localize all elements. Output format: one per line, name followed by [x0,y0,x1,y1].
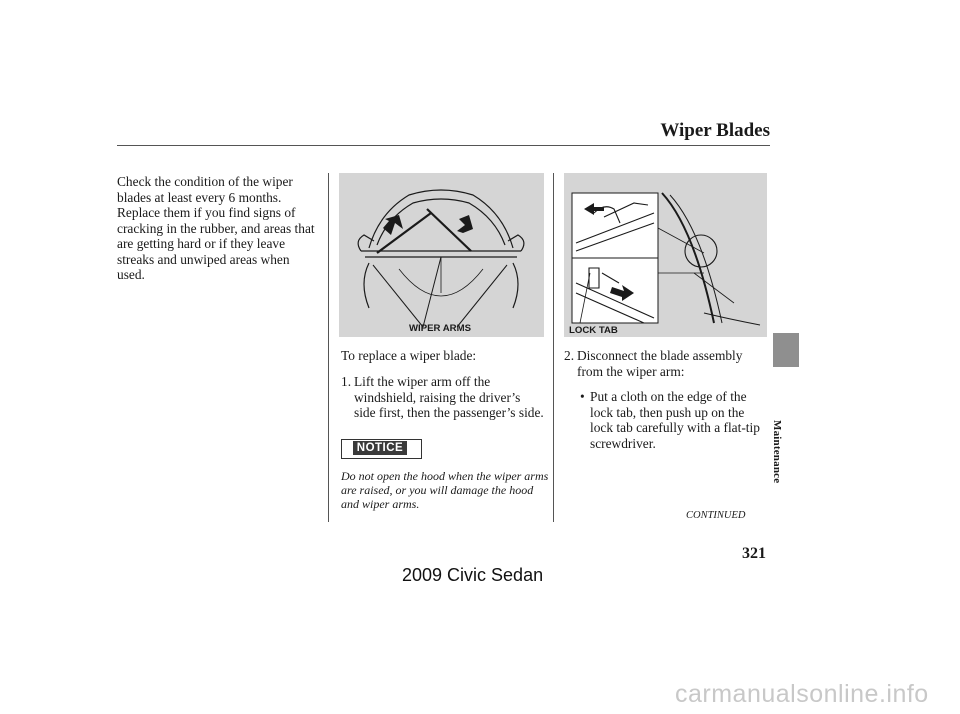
page-number: 321 [742,545,766,562]
page-title: Wiper Blades [660,120,770,141]
column-divider-2 [553,173,554,522]
section-tab [773,333,799,367]
replace-intro: To replace a wiper blade: [341,348,477,363]
site-watermark: carmanualsonline.info [675,680,929,708]
continued-label: CONTINUED [686,510,746,521]
lock-tab-caption: LOCK TAB [569,325,618,336]
car-wiper-illustration [339,173,544,337]
header-rule [117,145,770,146]
wiper-arms-figure [339,173,544,337]
notice-label: NOTICE [353,441,407,455]
step2-number: 2. [564,348,575,363]
lock-tab-illustration [564,173,767,337]
step1-text: Lift the wiper arm off the windshield, raising the driver’s side first, then the passenger’s side. [354,374,544,420]
bullet-mark: • [580,389,585,404]
notice-text: Do not open the hood when the wiper arms are raised, or you will damage the hood and wiper arms. [341,469,549,511]
step2-text: Disconnect the blade assembly from the wiper arm: [577,348,743,379]
condition-paragraph: Check the condition of the wiper blades at least every 6 months. Replace them if you find signs of cracking in the rubber, and areas that are getting hard or if they leave streaks and unwiped areas when used. [117,174,315,282]
section-label: Maintenance [771,420,783,484]
lock-tab-figure [564,173,767,337]
column-divider-1 [328,173,329,522]
model-watermark: 2009 Civic Sedan [402,565,544,585]
bullet-text: Put a cloth on the edge of the lock tab, then push up on the lock tab carefully with a flat-tip screwdriver. [590,389,760,451]
step1-number: 1. [341,374,352,389]
wiper-arms-caption: WIPER ARMS [409,323,472,334]
notice-box [341,439,422,459]
